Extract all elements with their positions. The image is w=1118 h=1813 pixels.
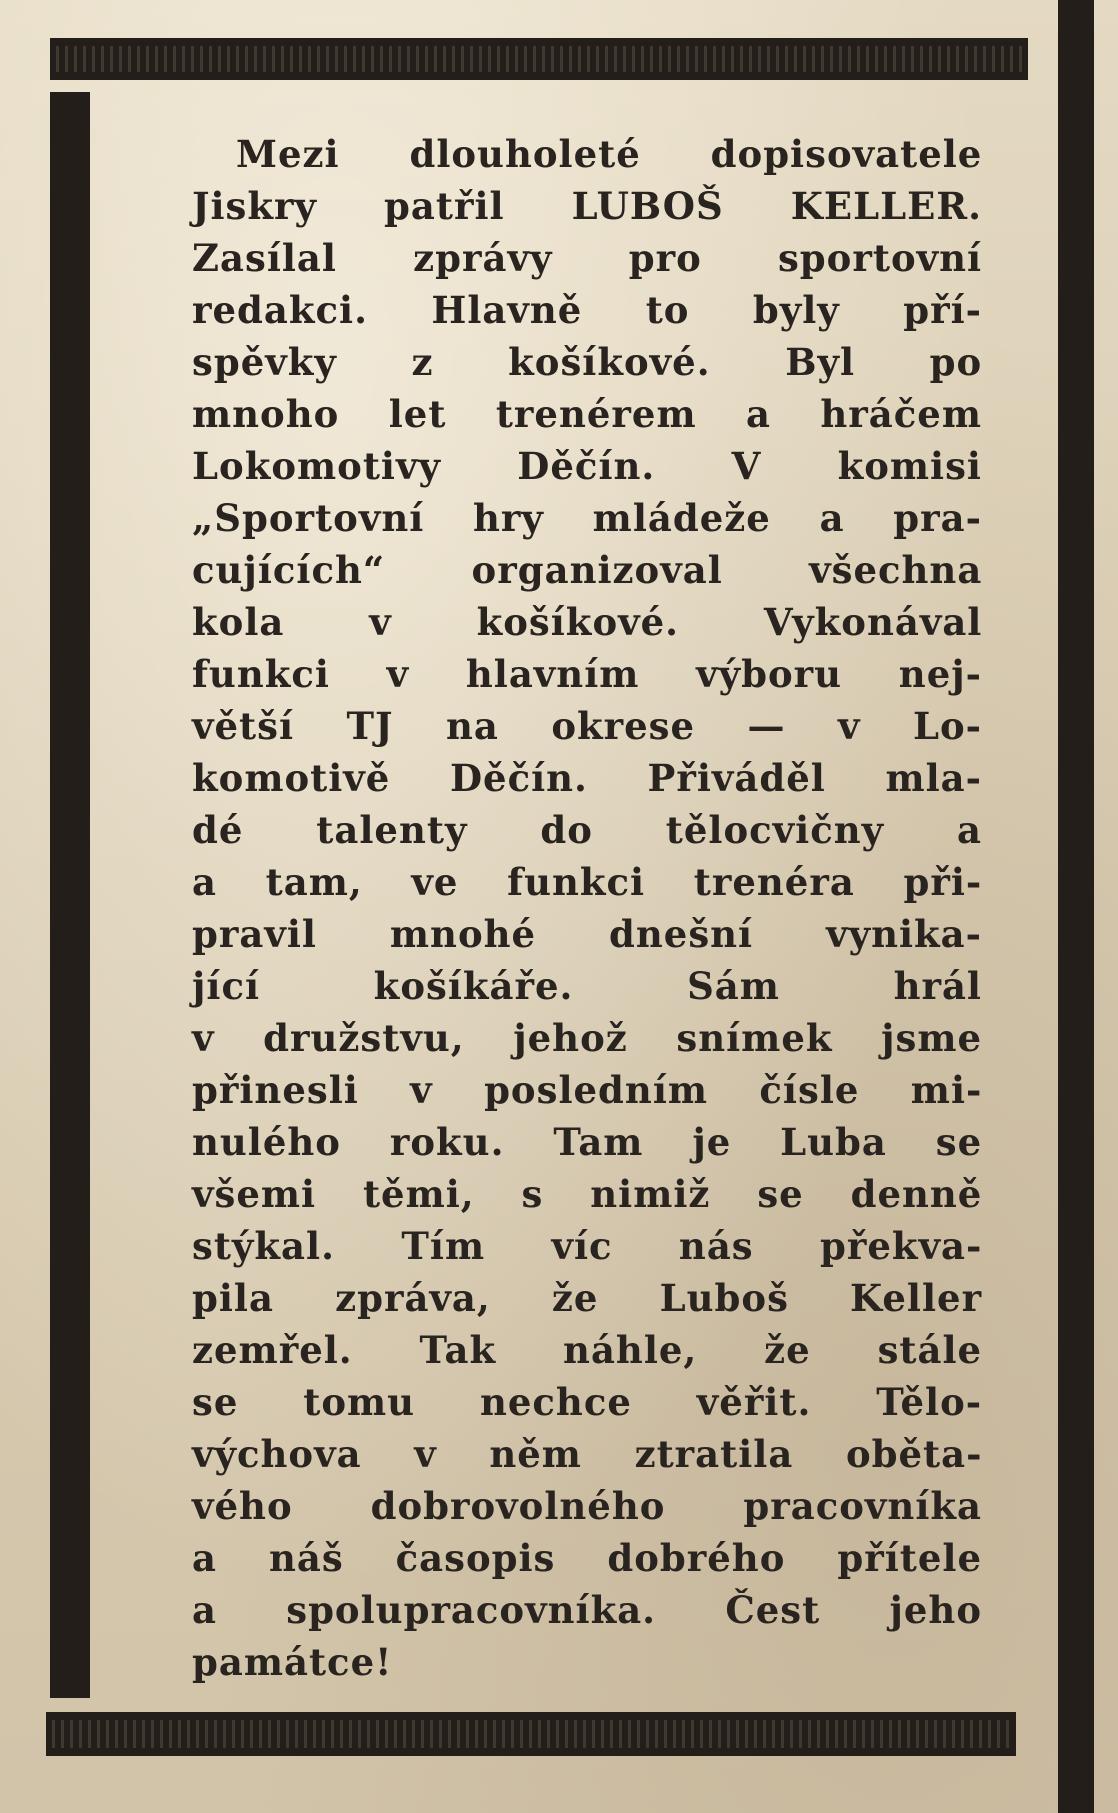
article-line: pila zpráva, že Luboš Keller [192, 1276, 983, 1320]
border-left-rule [50, 92, 90, 1698]
article-line: Mezi dlouholeté dopisovatele [236, 132, 983, 176]
border-bottom-rule [46, 1712, 1016, 1756]
article-line: přinesli v posledním čísle mi- [192, 1068, 983, 1112]
article-line: památce! [192, 1640, 393, 1684]
border-right-rule [1058, 0, 1094, 1813]
article-line: spěvky z košíkové. Byl po [192, 340, 983, 384]
article-line: funkci v hlavním výboru nej- [192, 652, 982, 696]
article-line: Lokomotivy Děčín. V komisi [192, 444, 982, 488]
article-line: kola v košíkové. Vykonával [192, 600, 983, 644]
article-line: všemi těmi, s nimiž se denně [192, 1172, 983, 1216]
article-line: větší TJ na okrese — v Lo- [192, 704, 982, 748]
article-line: nulého roku. Tam je Luba se [192, 1120, 983, 1164]
article-line: stýkal. Tím víc nás překva- [192, 1224, 983, 1268]
article-line: a náš časopis dobrého přítele [192, 1536, 982, 1580]
article-line: pravil mnohé dnešní vynika- [192, 912, 982, 956]
article-line: dé talenty do tělocvičny a [192, 808, 982, 852]
article-line: mnoho let trenérem a hráčem [192, 392, 982, 436]
article-line: a spolupracovníka. Čest jeho [192, 1588, 982, 1632]
obituary-article-text [192, 128, 982, 1688]
article-line: výchova v něm ztratila oběta- [192, 1432, 983, 1476]
article-line: redakci. Hlavně to byly pří- [192, 288, 982, 332]
article-line: komotivě Děčín. Přiváděl mla- [192, 756, 982, 800]
article-line: a tam, ve funkci trenéra při- [192, 860, 983, 904]
border-top-rule [50, 38, 1028, 80]
article-line: se tomu nechce věřit. Tělo- [192, 1380, 983, 1424]
article-line: Jiskry patřil LUBOŠ KELLER. [192, 184, 982, 228]
article-line: cujících“ organizoval všechna [192, 548, 983, 592]
article-line: vého dobrovolného pracovníka [192, 1484, 982, 1528]
article-line: v družstvu, jehož snímek jsme [192, 1016, 983, 1060]
article-line: zemřel. Tak náhle, že stále [192, 1328, 983, 1372]
article-line: Zasílal zprávy pro sportovní [192, 236, 983, 280]
article-line: „Sportovní hry mládeže a pra- [192, 496, 982, 540]
article-line: jící košíkáře. Sám hrál [192, 964, 982, 1008]
